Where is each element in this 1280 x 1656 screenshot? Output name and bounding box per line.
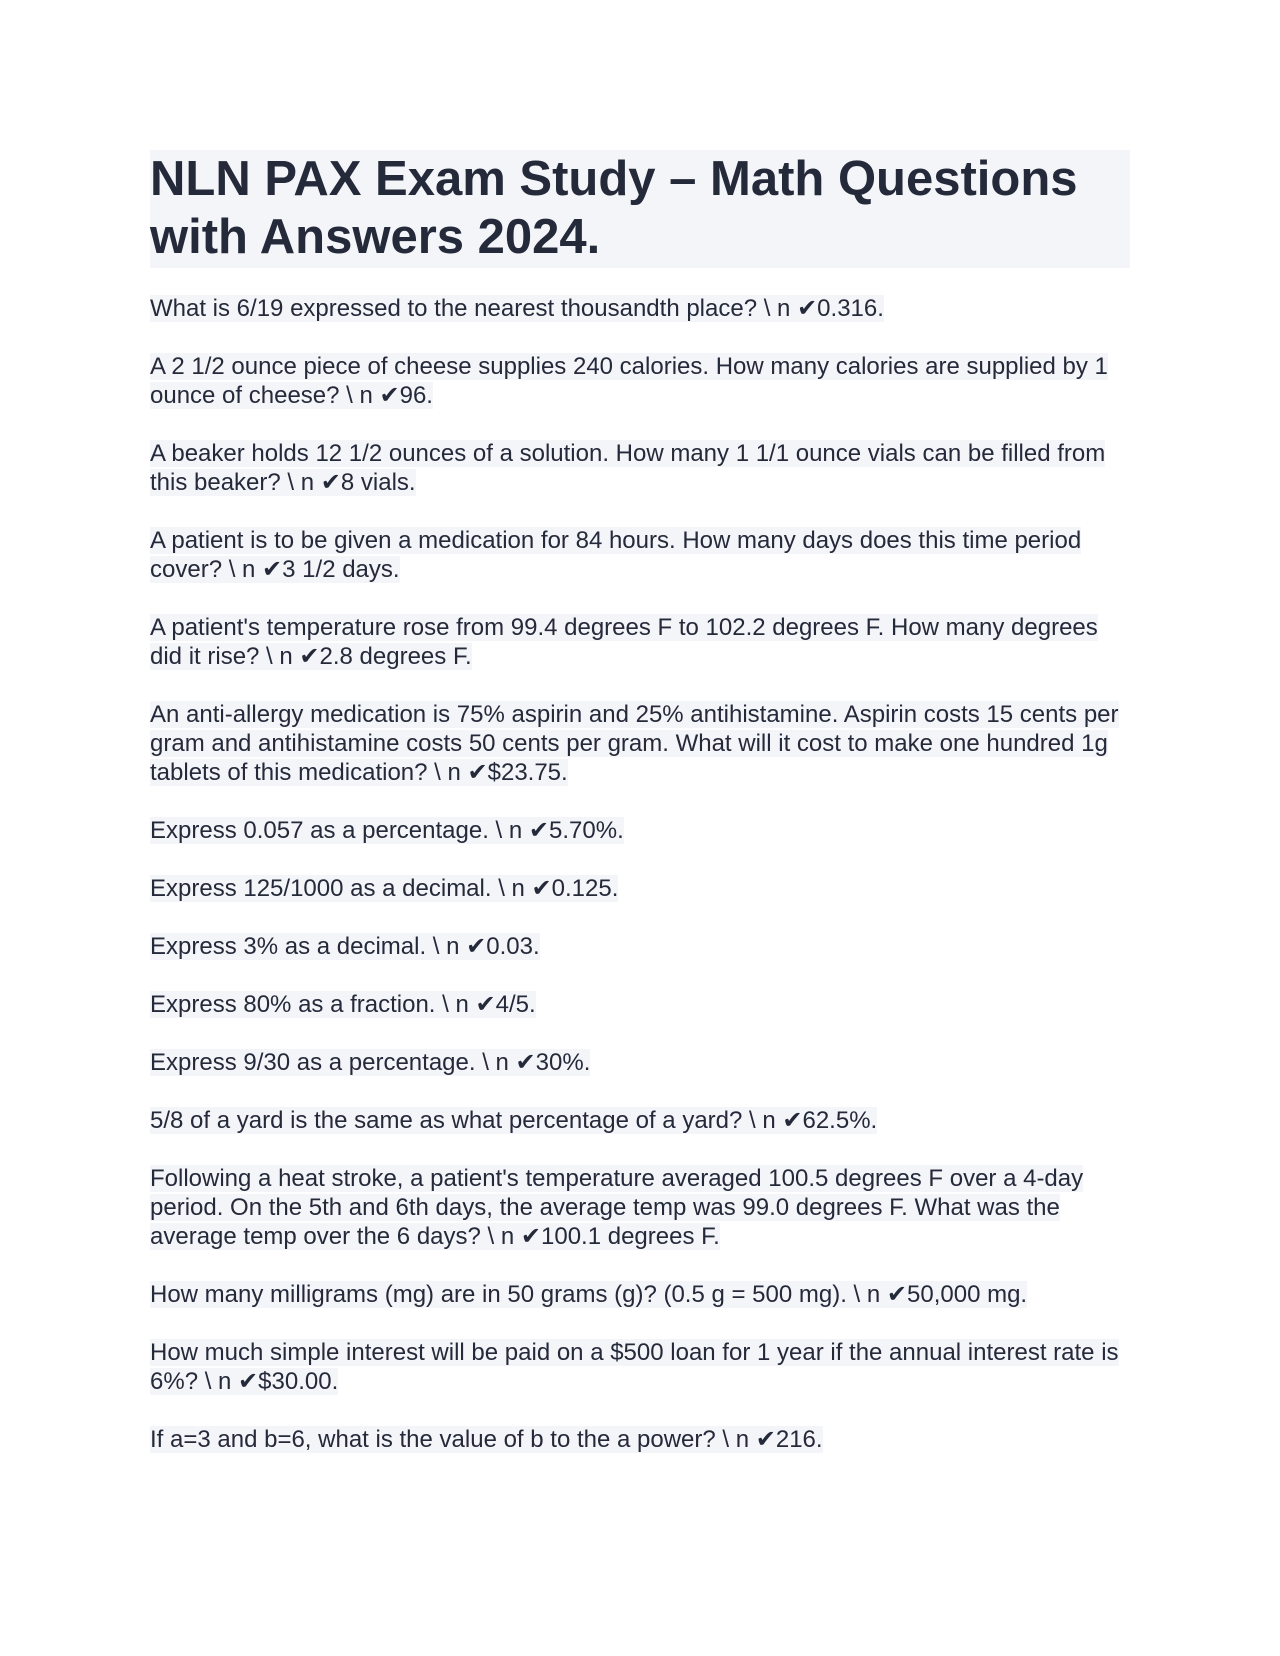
qa-text: A patient is to be given a medication for 84 hours. How many days does this time period cover? \ n ✔3 1/2 days. [150,527,1082,583]
qa-text: Following a heat stroke, a patient's temperature averaged 100.5 degrees F over a 4-day period. On the 5th and 6th days, the average temp was 99.0 degrees F. What was the average temp over the 6 days? \ n ✔100.1 degrees F. [150,1165,1084,1250]
qa-item [150,874,1130,903]
document-page [150,150,1130,1483]
qa-text: Express 80% as a fraction. \ n ✔4/5. [150,991,536,1018]
qa-text: Express 125/1000 as a decimal. \ n ✔0.125. [150,875,619,902]
qa-item [150,613,1130,671]
qa-item [150,352,1130,410]
document-title: NLN PAX Exam Study – Math Questions with Answers 2024. [150,152,1078,264]
qa-text: How many milligrams (mg) are in 50 grams (g)? (0.5 g = 500 mg). \ n ✔50,000 mg. [150,1281,1028,1308]
qa-item [150,1106,1130,1135]
qa-item [150,1164,1130,1251]
qa-item [150,1280,1130,1309]
qa-item [150,700,1130,787]
qa-item [150,1048,1130,1077]
qa-item [150,1425,1130,1454]
qa-text: If a=3 and b=6, what is the value of b to the a power? \ n ✔216. [150,1426,823,1453]
qa-text: A beaker holds 12 1/2 ounces of a solution. How many 1 1/1 ounce vials can be filled from this beaker? \ n ✔8 vials. [150,440,1106,496]
qa-text: Express 0.057 as a percentage. \ n ✔5.70%. [150,817,624,844]
qa-list [150,294,1130,1454]
qa-item [150,990,1130,1019]
qa-item [150,439,1130,497]
qa-text: Express 9/30 as a percentage. \ n ✔30%. [150,1049,591,1076]
qa-text: How much simple interest will be paid on a $500 loan for 1 year if the annual interest rate is 6%? \ n ✔$30.00. [150,1339,1119,1395]
qa-item [150,294,1130,323]
qa-text: 5/8 of a yard is the same as what percentage of a yard? \ n ✔62.5%. [150,1107,878,1134]
qa-item [150,816,1130,845]
qa-item [150,1338,1130,1396]
qa-text: A 2 1/2 ounce piece of cheese supplies 240 calories. How many calories are supplied by 1 ounce of cheese? \ n ✔96. [150,353,1108,409]
qa-item [150,932,1130,961]
qa-text: An anti-allergy medication is 75% aspirin and 25% antihistamine. Aspirin costs 15 cents per gram and antihistamine costs 50 cents per gram. What will it cost to make one hundred 1g tablets of this medication? \ n ✔$23.75. [150,701,1119,786]
qa-item [150,526,1130,584]
qa-text: What is 6/19 expressed to the nearest thousandth place? \ n ✔0.316. [150,295,884,322]
qa-text: A patient's temperature rose from 99.4 degrees F to 102.2 degrees F. How many degrees did it rise? \ n ✔2.8 degrees F. [150,614,1098,670]
qa-text: Express 3% as a decimal. \ n ✔0.03. [150,933,540,960]
title-block [150,150,1130,268]
